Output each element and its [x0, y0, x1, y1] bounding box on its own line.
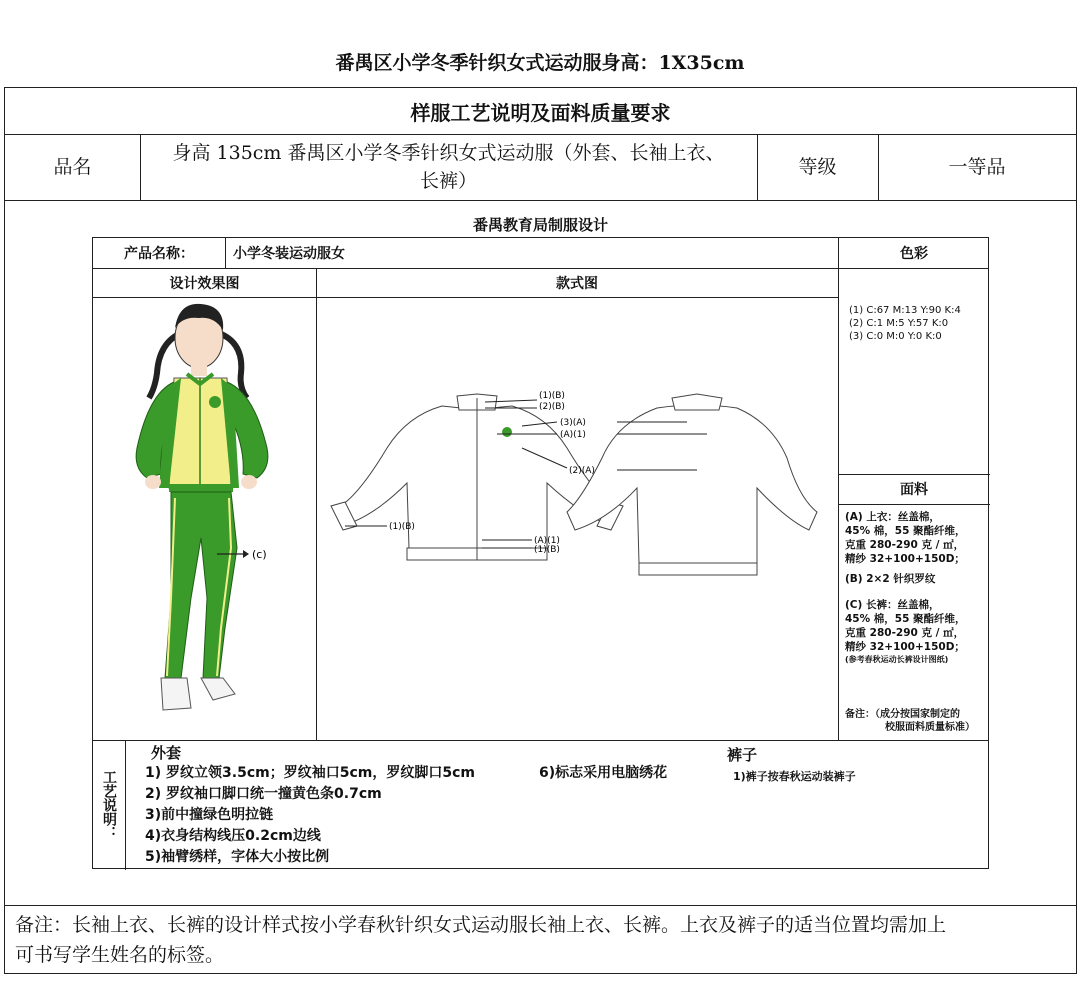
jacket-item: 1) 罗纹立领3.5cm；罗纹袖口5cm，罗纹脚口5cm — [145, 765, 475, 781]
product-name-label: 产品名称： — [124, 246, 194, 262]
divider — [5, 200, 1076, 201]
callout-label: (3)(A) — [560, 418, 586, 428]
sheet-title: 番禺教育局制服设计 — [472, 216, 608, 234]
jacket-items — [145, 763, 565, 868]
fabric-c-note: (参考春秋运动长裤设计图纸) — [845, 655, 949, 664]
divider — [5, 905, 1076, 906]
logo-icon — [209, 396, 221, 408]
fabric-a-line: 克重 280-290 克 / ㎡， — [845, 539, 965, 551]
jacket-item: 2) 罗纹袖口脚口统一撞黄色条0.7cm — [145, 786, 382, 802]
color-item: (1) C:67 M:13 Y:90 K:4 — [849, 305, 961, 316]
remark-line2: 可书写学生姓名的标签。 — [15, 944, 225, 966]
product-value-line1: 身高 135cm 番禺区小学冬季针织女式运动服（外套、长袖上衣、 — [172, 142, 725, 164]
product-label: 品名 — [53, 156, 92, 178]
divider — [225, 238, 226, 268]
craft-label: 工艺说明： — [101, 770, 117, 840]
table-remark — [15, 910, 1070, 970]
fabric-c-line: 克重 280-290 克 / ㎡， — [845, 627, 965, 639]
fabric-c-line: 精纱 32+100+150D； — [845, 641, 965, 653]
color-list — [849, 304, 989, 343]
fabric-c-line: 45% 棉，55 聚酯纤维， — [845, 613, 966, 625]
fabric-note-line1: 备注：（成分按国家制定的 — [845, 709, 960, 720]
figure-callout: (c) — [252, 548, 267, 561]
hand-left — [145, 475, 161, 489]
fabric-a-line: (A) 上衣：丝盖棉， — [845, 511, 940, 523]
jacket-title: 外套 — [151, 744, 182, 762]
grade-label: 等级 — [798, 156, 837, 178]
jacket-item: 5)袖臂绣样，字体大小按比例 — [145, 849, 330, 865]
back-hem-rib — [639, 563, 757, 575]
back-collar — [672, 394, 722, 410]
fabric-note-line2: 校服面料质量标准） — [885, 722, 975, 733]
callout-label: (A)(1) — [534, 536, 560, 546]
fabric-c-line: (C) 长裤：丝盖棉， — [845, 599, 940, 611]
jacket-item-6: 6)标志采用电脑绣花 — [539, 765, 668, 781]
callout-label: (A)(1) — [560, 430, 586, 440]
callout-label: (1)(B) — [539, 391, 565, 401]
pants-item: 1)裤子按春秋运动装裤子 — [733, 770, 856, 783]
product-name-value: 小学冬装运动服女 — [233, 246, 345, 262]
fabric-a-line: 45% 棉，55 聚酯纤维， — [845, 525, 966, 537]
style-drawing — [317, 298, 837, 740]
neck — [191, 364, 207, 376]
fabric-b-line: (B) 2×2 针织罗纹 — [845, 573, 936, 585]
arrow-head — [243, 550, 249, 558]
callout-label: (1)(B) — [534, 545, 560, 555]
fabric-note — [845, 708, 989, 734]
product-value — [140, 134, 757, 200]
fabric-details — [845, 510, 989, 665]
back-body — [567, 405, 817, 563]
shoe-left — [161, 678, 191, 710]
divider — [125, 740, 126, 870]
hem-rib — [169, 484, 233, 492]
divider — [93, 740, 988, 741]
pants-title: 裤子 — [727, 746, 758, 764]
back-jacket — [567, 394, 817, 575]
front-logo-icon — [502, 427, 512, 437]
product-value-line2: 长裤） — [419, 170, 477, 192]
divider — [838, 504, 990, 505]
design-effect-illustration — [119, 298, 309, 740]
hand-right — [241, 475, 257, 489]
effect-label: 设计效果图 — [169, 275, 240, 292]
color-item: (3) C:0 M:0 Y:0 K:0 — [849, 331, 942, 342]
design-sheet — [92, 237, 989, 869]
callout-label: (1)(B) — [389, 522, 415, 532]
document-title: 番禺区小学冬季针织女式运动服身高：1X35cm — [335, 52, 745, 74]
jacket-item: 3)前中撞绿色明拉链 — [145, 807, 274, 823]
callout-label: (2)(A) — [569, 466, 595, 476]
table-header: 样服工艺说明及面料质量要求 — [410, 100, 671, 125]
grade-value: 一等品 — [948, 156, 1006, 178]
jacket-item: 4)衣身结构线压0.2cm边线 — [145, 828, 321, 844]
fabric-label: 面料 — [900, 482, 928, 498]
color-item: (2) C:1 M:5 Y:57 K:0 — [849, 318, 949, 329]
fabric-a-line: 精纱 32+100+150D； — [845, 553, 965, 565]
callout-label: (2)(B) — [539, 402, 565, 412]
color-label: 色彩 — [900, 246, 928, 262]
style-label: 款式图 — [556, 275, 598, 292]
shoe-right — [201, 678, 235, 700]
remark-line1: 备注：长袖上衣、长裤的设计样式按小学春秋针织女式运动服长袖上衣、长裤。上衣及裤子的适当位置均需加上 — [15, 914, 947, 936]
